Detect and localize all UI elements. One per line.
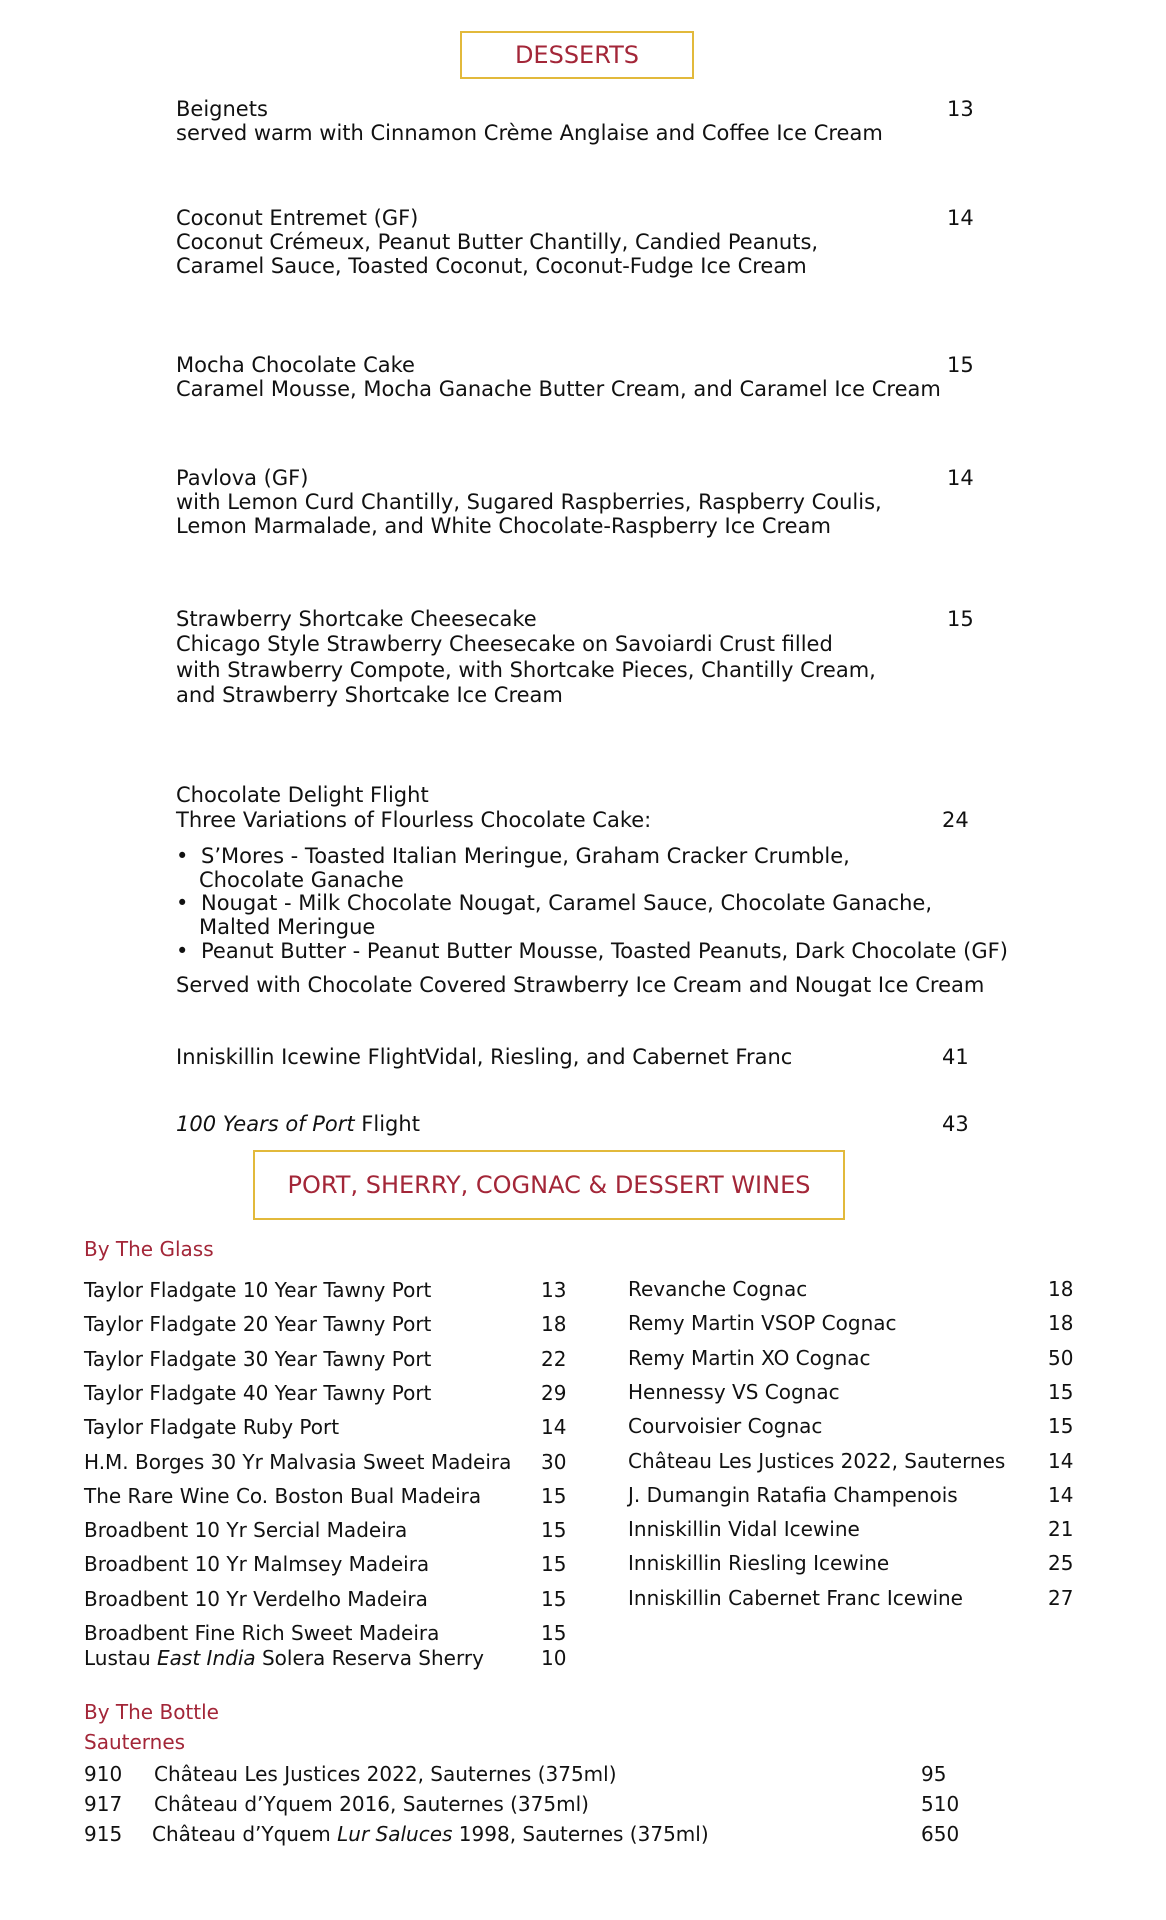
wine-row: The Rare Wine Co. Boston Bual Madeira: [84, 1483, 482, 1508]
wine-row: Revanche Cognac: [628, 1277, 808, 1301]
wine-row: Taylor Fladgate Ruby Port: [84, 1415, 340, 1440]
wine-row: Broadbent 10 Yr Sercial Madeira: [84, 1518, 408, 1543]
bottle-bin: 917: [84, 1792, 123, 1816]
wine-row: H.M. Borges 30 Yr Malvasia Sweet Madeira: [84, 1449, 512, 1474]
wine-row: Courvoisier Cognac: [628, 1414, 823, 1439]
by-bottle-label: By The Bottle: [84, 1700, 219, 1724]
wine-price: 15: [541, 1518, 567, 1543]
wine-row: Taylor Fladgate 30 Year Tawny Port: [84, 1346, 432, 1371]
dessert-price: 14: [947, 466, 974, 490]
dessert-name: Coconut Entremet (GF): [176, 206, 419, 230]
dessert-price: 13: [947, 97, 974, 121]
wine-price: 15: [541, 1483, 567, 1508]
sherry-prefix: Lustau: [84, 1646, 158, 1670]
wine-price: 13: [541, 1278, 567, 1302]
dessert-desc: with Strawberry Compote, with Shortcake Pieces, Chantilly Cream,: [176, 658, 876, 682]
wine-row: Inniskillin Vidal Icewine: [628, 1517, 860, 1542]
dessert-price: 14: [947, 206, 974, 230]
wine-row: Hennessy VS Cognac: [628, 1379, 840, 1404]
wine-row: Remy Martin XO Cognac: [628, 1345, 871, 1370]
wine-row: Remy Martin VSOP Cognac: [628, 1311, 897, 1336]
wine-price: 30: [541, 1449, 567, 1474]
wine-row: Broadbent Fine Rich Sweet Madeira: [84, 1621, 440, 1645]
desserts-heading-text: DESSERTS: [514, 41, 640, 69]
wine-price: 15: [541, 1552, 567, 1577]
wine-price: 18: [1048, 1277, 1074, 1301]
dessert-desc: Lemon Marmalade, and White Chocolate-Raspberry Ice Cream: [176, 514, 831, 538]
bottle-price: 95: [921, 1762, 947, 1786]
wine-price: 10: [541, 1646, 567, 1670]
wine-row: Inniskillin Riesling Icewine: [628, 1551, 890, 1576]
wine-price: 15: [541, 1621, 567, 1645]
by-glass-label: By The Glass: [84, 1237, 214, 1261]
wine-price: 14: [1048, 1482, 1074, 1507]
wine-price: 50: [1048, 1345, 1074, 1370]
sherry-italic: East India: [157, 1646, 256, 1670]
wine-price: 29: [541, 1380, 567, 1405]
wine-price: 22: [541, 1346, 567, 1371]
flight-price: 24: [942, 808, 969, 832]
bottle-price: 650: [921, 1822, 960, 1846]
bottle-name: [152, 1822, 709, 1846]
flight-bullet-cont: Malted Meringue: [199, 915, 376, 939]
wine-price: 15: [541, 1586, 567, 1611]
dessert-desc: Caramel Mousse, Mocha Ganache Butter Cream, and Caramel Ice Cream: [176, 377, 941, 401]
bullet-dot: •: [176, 891, 189, 915]
wine-price: 18: [1048, 1311, 1074, 1336]
flight-bullet: Nougat - Milk Chocolate Nougat, Caramel Sauce, Chocolate Ganache,: [201, 891, 933, 915]
port-flight-price: 43: [942, 1112, 969, 1136]
wine-price: 14: [1048, 1448, 1074, 1473]
bottle-name: Château d’Yquem 2016, Sauternes (375ml): [154, 1792, 589, 1816]
sherry-suffix: Solera Reserva Sherry: [255, 1646, 484, 1670]
sauternes-label: Sauternes: [84, 1730, 186, 1754]
dessert-price: 15: [947, 353, 974, 377]
port-flight-name: [176, 1112, 420, 1137]
wine-price: 21: [1048, 1517, 1074, 1542]
bottle-name: Château Les Justices 2022, Sauternes (375ml): [154, 1762, 617, 1786]
flight-name: Chocolate Delight Flight: [176, 783, 429, 807]
flight-bullet-cont: Chocolate Ganache: [199, 868, 404, 892]
flight-bullet: Peanut Butter - Peanut Butter Mousse, Toasted Peanuts, Dark Chocolate (GF): [201, 939, 1008, 963]
dessert-price: 15: [947, 607, 974, 631]
wines-heading: [253, 1150, 845, 1220]
wine-price: 18: [541, 1312, 567, 1337]
wine-row: Broadbent 10 Yr Verdelho Madeira: [84, 1586, 428, 1611]
wine-row: [84, 1646, 484, 1670]
dessert-name: Pavlova (GF): [176, 466, 309, 490]
wine-price: 27: [1048, 1585, 1074, 1610]
dessert-name: Mocha Chocolate Cake: [176, 353, 415, 377]
wine-row: Inniskillin Cabernet Franc Icewine: [628, 1585, 963, 1610]
bottle-name-italic: Lur Saluces: [337, 1822, 453, 1846]
flight-subtitle: Three Variations of Flourless Chocolate Cake:: [176, 808, 652, 832]
dessert-desc: Coconut Crémeux, Peanut Butter Chantilly, Candied Peanuts,: [176, 230, 819, 254]
wine-row: J. Dumangin Ratafia Champenois: [628, 1482, 958, 1507]
wine-price: 25: [1048, 1551, 1074, 1576]
dessert-name: Strawberry Shortcake Cheesecake: [176, 607, 537, 631]
bottle-name-suffix: 1998, Sauternes (375ml): [452, 1822, 709, 1846]
wine-row: Château Les Justices 2022, Sauternes: [628, 1448, 1006, 1473]
port-flight-rest: Flight: [354, 1112, 420, 1136]
wine-row: Taylor Fladgate 20 Year Tawny Port: [84, 1312, 432, 1337]
icewine-flight-price: 41: [942, 1045, 969, 1069]
wine-row: Taylor Fladgate 10 Year Tawny Port: [84, 1278, 432, 1302]
icewine-flight-desc: Vidal, Riesling, and Cabernet Franc: [425, 1045, 793, 1069]
dessert-desc: Chicago Style Strawberry Cheesecake on Savoiardi Crust filled: [176, 632, 833, 656]
bottle-price: 510: [921, 1792, 960, 1816]
bottle-bin: 910: [84, 1762, 123, 1786]
flight-bullet: S’Mores - Toasted Italian Meringue, Graham Cracker Crumble,: [201, 844, 850, 868]
bottle-bin: 915: [84, 1822, 123, 1846]
dessert-desc: and Strawberry Shortcake Ice Cream: [176, 683, 563, 707]
wine-price: 14: [541, 1415, 567, 1440]
desserts-heading: [460, 31, 694, 79]
bullet-dot: •: [176, 844, 189, 868]
icewine-flight-name: Inniskillin Icewine Flight: [176, 1045, 427, 1069]
wine-row: Taylor Fladgate 40 Year Tawny Port: [84, 1380, 432, 1405]
dessert-desc: with Lemon Curd Chantilly, Sugared Raspberries, Raspberry Coulis,: [176, 490, 882, 514]
dessert-name: Beignets: [176, 97, 268, 121]
wine-price: 15: [1048, 1379, 1074, 1404]
wine-price: 15: [1048, 1414, 1074, 1439]
wines-heading-text: PORT, SHERRY, COGNAC & DESSERT WINES: [287, 1171, 811, 1199]
bottle-name-prefix: Château d’Yquem: [152, 1822, 338, 1846]
wine-row: Broadbent 10 Yr Malmsey Madeira: [84, 1552, 430, 1577]
flight-served: Served with Chocolate Covered Strawberry Ice Cream and Nougat Ice Cream: [176, 973, 985, 997]
port-flight-italic: 100 Years of Port: [176, 1112, 355, 1136]
dessert-desc: Caramel Sauce, Toasted Coconut, Coconut-Fudge Ice Cream: [176, 254, 807, 278]
dessert-desc: served warm with Cinnamon Crème Anglaise and Coffee Ice Cream: [176, 121, 883, 145]
bullet-dot: •: [176, 939, 189, 963]
